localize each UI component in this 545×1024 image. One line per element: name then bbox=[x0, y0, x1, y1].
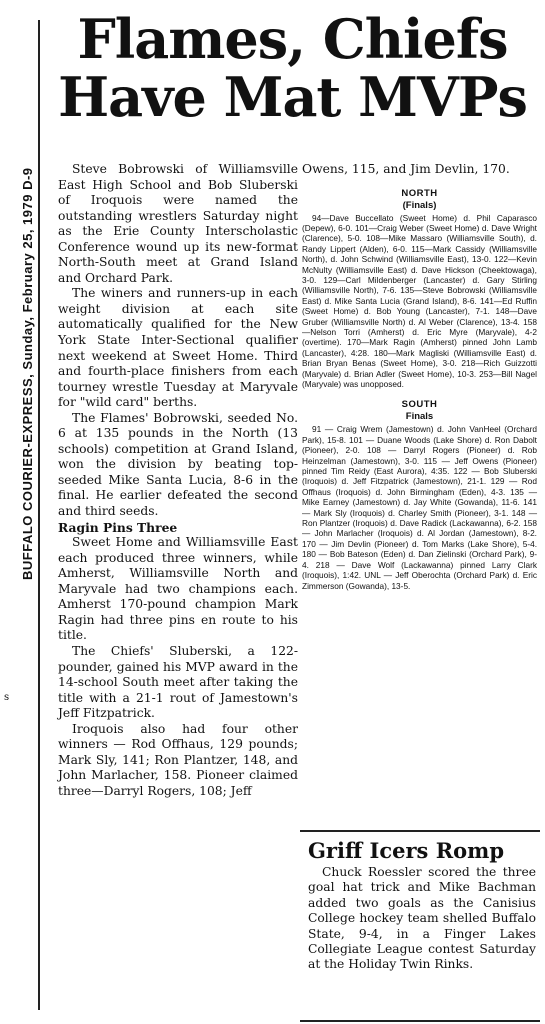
article-column-2 bbox=[302, 162, 537, 591]
margin-mark: s bbox=[4, 692, 10, 703]
north-subtitle: (Finals) bbox=[402, 199, 437, 211]
south-subtitle: Finals bbox=[405, 411, 434, 423]
article-continuation: Owens, 115, and Jim Devlin, 170. bbox=[302, 162, 510, 176]
article-column-1 bbox=[58, 162, 298, 799]
headline bbox=[45, 7, 540, 129]
side-strip bbox=[0, 20, 40, 580]
headline-line-1: Flames, Chiefs bbox=[77, 7, 508, 71]
article-paragraph: The Chiefs' Sluberski, a 122-pounder, gained his MVP award in the 14-school South meet after taking the title with a 21-1 rout of Jamestown's Jeff Fitzpatrick. bbox=[58, 643, 298, 721]
article-paragraph: The winers and runners-up in each weight division at each site automatically qualified for the New York State Inter-Sectional qualifier next weekend at Sweet Home. Third and fourth-place finishers from each tourney wrestle Tuesday at Maryvale for "wild card" berths. bbox=[58, 286, 298, 410]
griff-body: Chuck Roessler scored the three goal hat trick and Mike Bachman added two goals as the Canisius College hockey team shelled Buffalo State, 9-4, in a Finger Lakes Collegiate League contest Saturday at the Holiday Twin Rinks. bbox=[308, 865, 536, 972]
north-title: NORTH bbox=[401, 187, 438, 199]
south-results: 91 — Craig Wrem (Jamestown) d. John VanHeel (Orchard Park), 15-8. 101 — Duane Woods (Lake Shore) d. Ron Dabolt (Pioneer), 2-0. 108 — Darryl Rogers (Pioneer) d. Rob Heinzelman (Jamestown), 3-0. 115 — Jeff Owens (Pioneer) pinned Tim Reidy (East Aurora), 4:35. 122 — Bob Sluberski (Iroquois) d. Jeff Fitzpatrick (Jamestown), 21-1. 129 — Rod Offhaus (Iroquois) d. John Birmingham (Eden), 4-3. 135 — Mike Earney (Jamestown) d. Jay White (Gowanda), 11-6. 141 — Mark Sly (Iroquois) d. Charley Smith (Pioneer), 3-1. 148 — Ron Plantzer (Iroquois) d. Dave Radick (Lackawanna), 6-2. 158 — John Marlacher (Iroquois) d. Al Jordan (Jamestown), 8-2. 170 — Jim Devlin (Pioneer) d. Tom Marks (Lake Shore), 5-4. 180 — Bob Bateson (Eden) d. Dan Zielinski (Orchard Park), 9-4. 218 — Dave Wolf (Lackawanna) pinned Larry Clark (Iroquois), 1:42. UNL — Jeff Oberochta (Orchard Park) d. Eric Zimmerson (Gowanda), 13-5. bbox=[302, 424, 537, 591]
dateline: BUFFALO COURIER-EXPRESS, Sunday, February 25, 1979 D-9 bbox=[20, 167, 35, 580]
south-title: SOUTH bbox=[401, 399, 438, 411]
article-paragraph: Steve Bobrowski of Williamsville East High School and Bob Sluberski of Iroquois were named the outstanding wrestlers Saturday night as the Erie County Interscholastic Conference wound up its new-format North-South meet at Grand Island and Orchard Park. bbox=[58, 162, 298, 285]
article-paragraph: Sweet Home and Williamsville East each produced three winners, while Amherst, Williamsville North and Maryvale had two champions each. Amherst 170-pound champion Mark Ragin had three pins en route to his title. bbox=[58, 535, 298, 643]
griff-bottom-rule bbox=[300, 1020, 540, 1022]
article-subhead: Ragin Pins Three bbox=[58, 519, 178, 535]
griff-headline: Griff Icers Romp bbox=[308, 838, 505, 863]
headline-line-2: Have Mat MVPs bbox=[58, 65, 527, 129]
vertical-rule bbox=[38, 20, 40, 1010]
article-paragraph: Iroquois also had four other winners — Rod Offhaus, 129 pounds; Mark Sly, 141; Ron Plantzer, 148, and John Marlacher, 158. Pioneer claimed three—Darryl Rogers, 108; Jeff bbox=[58, 721, 298, 798]
north-results: 94—Dave Buccellato (Sweet Home) d. Phil Caparasco (Depew), 6-0. 101—Craig Weber (Sweet Home) d. Dave Wright (Clarence), 5-0. 108—Mike Massaro (Williamsville South), d. Randy Lippert (Alden), 6-0. 115—Mark Cassidy (Williamsville North), d. John Schwind (Williamsville East), 13-0. 122—Kevin McNulty (Williamsville East) d. Dave Hickson (Cheektowaga), 3-0. 129—Carl Mildenberger (Lancaster) d. Gary Stirling (Williamsville North), 7-6. 135—Steve Bobrowski (Williamsville East) d. Mike Santa Lucia (Grand Island), 8-6. 141—Ed Ruffin (Sweet Home) d. Bob Young (Lancaster), 7-1. 148—Dave Gruber (Williamsville North) d. Al Weber (Clarence), 13-4. 158—Nelson Torri (Amherst) d. Eric Myre (Maryvale), 4-2 (overtime). 170—Mark Ragin (Amherst) pinned John Lamb (Lancaster), 4:28. 180—Mark Magliski (Williamsville East) d. Brian Bryan Benas (Sweet Home), 3-0. 218—Rich Guizzotti (Maryvale) d. Brian Adler (Sweet Home), 10-3. 253—Bill Nagel (Maryvale) was unopposed. bbox=[302, 212, 537, 389]
griff-top-rule bbox=[300, 830, 540, 832]
article-paragraph: The Flames' Bobrowski, seeded No. 6 at 135 pounds in the North (13 schools) competition at Grand Island, won the division by beating top-seeded Mike Santa Lucia, 8-6 in the final. He earlier defeated the second and third seeds. bbox=[58, 410, 298, 519]
